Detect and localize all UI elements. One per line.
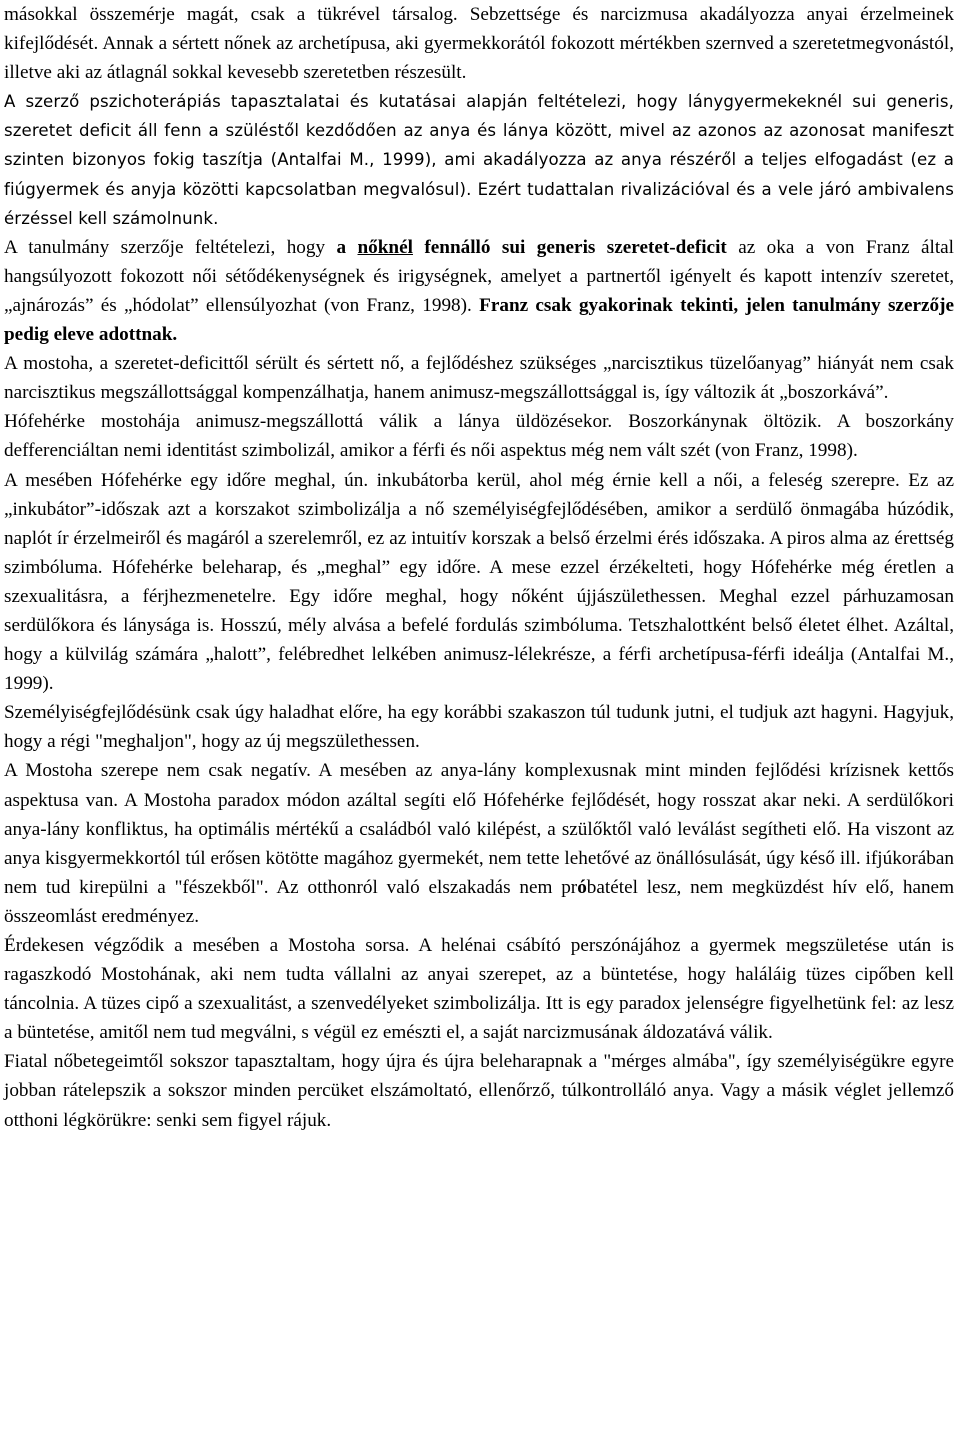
paragraph-4	[4, 349, 954, 407]
paragraph-3-emphasis-underlined: nőknél	[357, 236, 413, 258]
document-page	[4, 0, 954, 1135]
paragraph-1-text: másokkal összemérje magát, csak a tükrével társalog. Sebzettsége és narcizmusa akadályozza anyai érzelmeinek kifejlődését. Annak a sértett nőnek az archetípusa, aki gyermekkorától fokozott mértékben szernved a szeretetmegvonástól, illetve aki az átlagnál sokkal kevesebb szeretetben részesült.	[4, 4, 954, 84]
paragraph-5	[4, 407, 954, 465]
paragraph-4-text: A mostoha, a szeretet-deficittől sérült és sértett nő, a fejlődéshez szükséges „narcisztikus tüzelőanyag” hiányát nem csak narcisztikus megszállottsággal kompenzálhatja, hanem animusz-megszállottsággal is, így változik át „boszorkává”.	[4, 353, 954, 404]
paragraph-8-text-start: A Mostoha szerepe nem csak negatív. A mesében az anya-lány komplexusnak mint minden fejlődési krízisnek kettős aspektusa van. A Mostoha paradox módon azáltal segíti elő Hófehérke fejlődését, hogy rosszat akar neki. A serdülőkori anya-lány konfliktus, ha optimális mértékű a családból való kilépést, a szülőktől való leválást segítheti elő. Ha viszont az anya kisgyermekkortól túl erősen kötötte magához gyermekét, nem tette lehetővé az önállósulását, úgy késő ill. ifjúkorában nem tud kirepülni a "fészekből". Az otthonról való elszakadás nem pr	[4, 760, 954, 898]
paragraph-2	[4, 87, 954, 232]
paragraph-5-text: Hófehérke mostohája animusz-megszállottá válik a lánya üldözésekor. Boszorkánynak öltözik. A boszorkány defferenciáltan nemi identitást szimbolizál, amikor a férfi és női aspektus még nem vált szét (von Franz, 1998).	[4, 411, 954, 462]
paragraph-3-emphasis-end: fennálló sui generis szeretet-deficit	[412, 236, 727, 258]
paragraph-10	[4, 1047, 954, 1134]
paragraph-3-conclusion: Franz csak gyakorinak tekinti, jelen tanulmány szerzője pedig eleve adottnak.	[4, 294, 954, 346]
paragraph-3-intro: A tanulmány szerzője feltételezi, hogy	[4, 236, 337, 258]
paragraph-7-text: Személyiségfejlődésünk csak úgy haladhat előre, ha egy korábbi szakaszon túl tudunk jutni, el tudjuk azt hagyni. Hagyjuk, hogy a régi "meghaljon", hogy az új megszülethessen.	[4, 702, 954, 753]
paragraph-3-body: az oka a von Franz által hangsúlyozott fokozott női sétődékenységnek és irigységnek, amelyet a partnertől igényelt és kapott intenzív szeretet, „ajnározás” és „hódolat” ellensúlyozhat (von Franz, 1998).	[4, 236, 955, 316]
paragraph-3	[4, 233, 954, 349]
paragraph-8-text-end: batétel lesz, nem megküzdést hív elő, hanem összeomlást eredményez.	[4, 876, 954, 927]
paragraph-9	[4, 931, 954, 1047]
paragraph-8-bold-letter: ó	[577, 876, 587, 898]
paragraph-3-emphasis-start: a	[336, 236, 358, 258]
paragraph-2-text: A szerző pszichoterápiás tapasztalatai és kutatásai alapján feltételezi, hogy lánygyermekeknél sui generis, szeretet deficit áll fenn a szüléstől kezdődően az anya és lánya között, mivel az azonos az azonosat manifeszt szinten bizonyos fokig taszítja (Antalfai M., 1999), ami akadályozza az anya részéről a teljes elfogadást (ez a fiúgyermek és anyja közötti kapcsolatban megvalósul). Ezért tudattalan rivalizációval és a vele járó ambivalens érzéssel kell számolnunk.	[4, 92, 954, 228]
paragraph-6	[4, 466, 954, 699]
paragraph-6-text: A mesében Hófehérke egy időre meghal, ún. inkubátorba kerül, ahol még érnie kell a női, a feleség szerepre. Ez az „inkubátor”-időszak azt a korszakot szimbolizálja a nő személyiségfejlődésében, amikor a serdülő önmagába húzódik, naplót ír érzelmeiről és magáról a szerelemről, ez az intuitív korszak a belső érzelmi érés időszaka. A piros alma az érettség szimbóluma. Hófehérke beleharap, és „meghal” egy időre. A mese ezzel érzékelteti, hogy Hófehérke még éretlen a szexualitásra, a férjhezmenetelre. Egy időre meghal, hogy nőként újjászülethessen. Meghal ezzel párhuzamosan serdülőkora és lánysága is. Hosszú, mély alvása a befelé fordulás szimbóluma. Tetszhalottként belső életet élhet. Azáltal, hogy a külvilág számára „halott”, felébredhet lelkében animusz-lélekrésze, a férfi archetípusa-férfi ideálja (Antalfai M., 1999).	[4, 469, 954, 695]
paragraph-7	[4, 698, 954, 756]
paragraph-9-text: Érdekesen végződik a mesében a Mostoha sorsa. A helénai csábító perszónájához a gyermek megszületése után is ragaszkodó Mostohának, aki nem tudta vállalni az anyai szerepet, az a büntetése, hogy haláláig tüzes cipőben kell táncolnia. A tüzes cipő a szexualitást, a szenvedélyeket szimbolizálja. Itt is egy paradox jelenségre figyelhetünk fel: az lesz a büntetése, amitől nem tud megválni, s végül ez emészti el, a saját narcizmusának áldozatává válik.	[4, 935, 954, 1044]
paragraph-10-text: Fiatal nőbetegeimtől sokszor tapasztaltam, hogy újra és újra beleharapnak a "mérges almába", így személyiségükre egyre jobban rátelepszik a sokszor minden percüket elszámoltató, ellenőrző, túlkontrolláló anya. Vagy a másik véglet jellemző otthoni légkörükre: senki sem figyel rájuk.	[4, 1051, 954, 1131]
paragraph-1	[4, 0, 954, 87]
paragraph-8	[4, 756, 954, 931]
